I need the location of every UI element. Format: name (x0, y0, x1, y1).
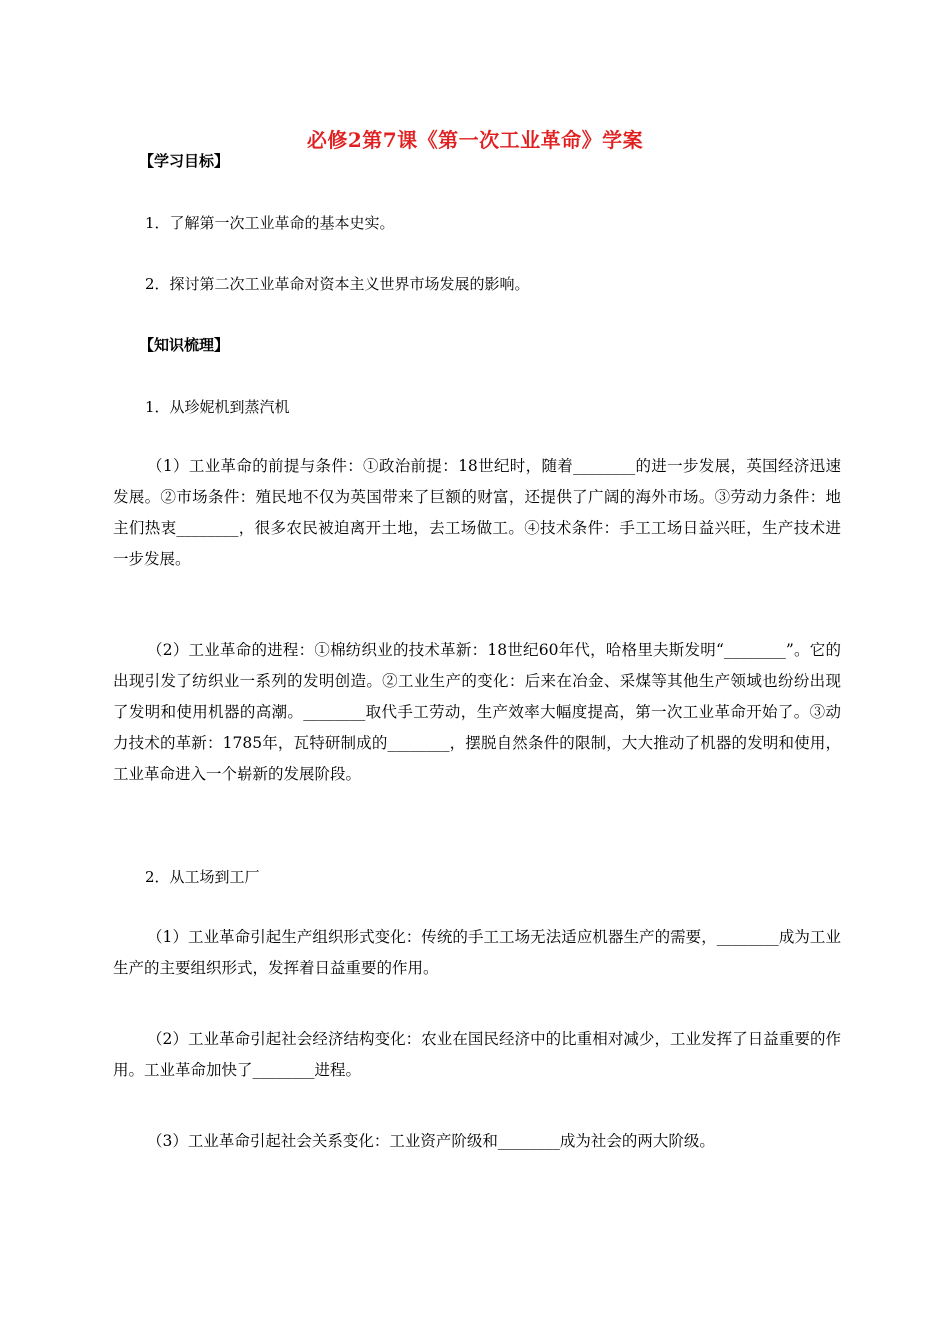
part2-paragraph-3: （3）工业革命引起社会关系变化：工业资产阶级和________成为社会的两大阶级。 (147, 1132, 715, 1150)
learning-goals-heading: 【学习目标】 (139, 152, 230, 170)
part1-paragraph-1: （1）工业革命的前提与条件：①政治前提：18世纪时，随着________的进一步发展，英国经济迅速发展。②市场条件：殖民地不仅为英国带来了巨额的财富，还提供了广阔的海外市场。③劳动力条件：地主们热衷________，很多农民被迫离开土地，去工场做工。④技术条件：手工工场日益兴旺，生产技术进一步发展。 (113, 457, 841, 568)
goal-item-2: 2．探讨第二次工业革命对资本主义世界市场发展的影响。 (145, 275, 530, 293)
part2-paragraph-2: （2）工业革命引起社会经济结构变化：农业在国民经济中的比重相对减少，工业发挥了日益重要的作用。工业革命加快了________进程。 (113, 1030, 841, 1079)
part2-heading: 2．从工场到工厂 (145, 868, 260, 886)
part1-paragraph-2: （2）工业革命的进程：①棉纺织业的技术革新：18世纪60年代，哈格里夫斯发明“________”。它的出现引发了纺织业一系列的发明创造。②工业生产的变化：后来在冶金、采煤等其他生产领域也纷纷出现了发明和使用机器的高潮。________取代手工劳动，生产效率大幅度提高，第一次工业革命开始了。③动力技术的革新：1785年，瓦特研制成的________，摆脱自然条件的限制，大大推动了机器的发明和使用，工业革命进入一个崭新的发展阶段。 (113, 641, 841, 783)
part1-heading: 1．从珍妮机到蒸汽机 (145, 398, 290, 416)
goal-item-1: 1．了解第一次工业革命的基本史实。 (145, 214, 395, 232)
part2-paragraph-1: （1）工业革命引起生产组织形式变化：传统的手工工场无法适应机器生产的需要，________成为工业生产的主要组织形式，发挥着日益重要的作用。 (113, 928, 841, 977)
knowledge-review-heading: 【知识梳理】 (139, 336, 230, 354)
page-title: 必修2第7课《第一次工业革命》学案 (306, 128, 644, 152)
